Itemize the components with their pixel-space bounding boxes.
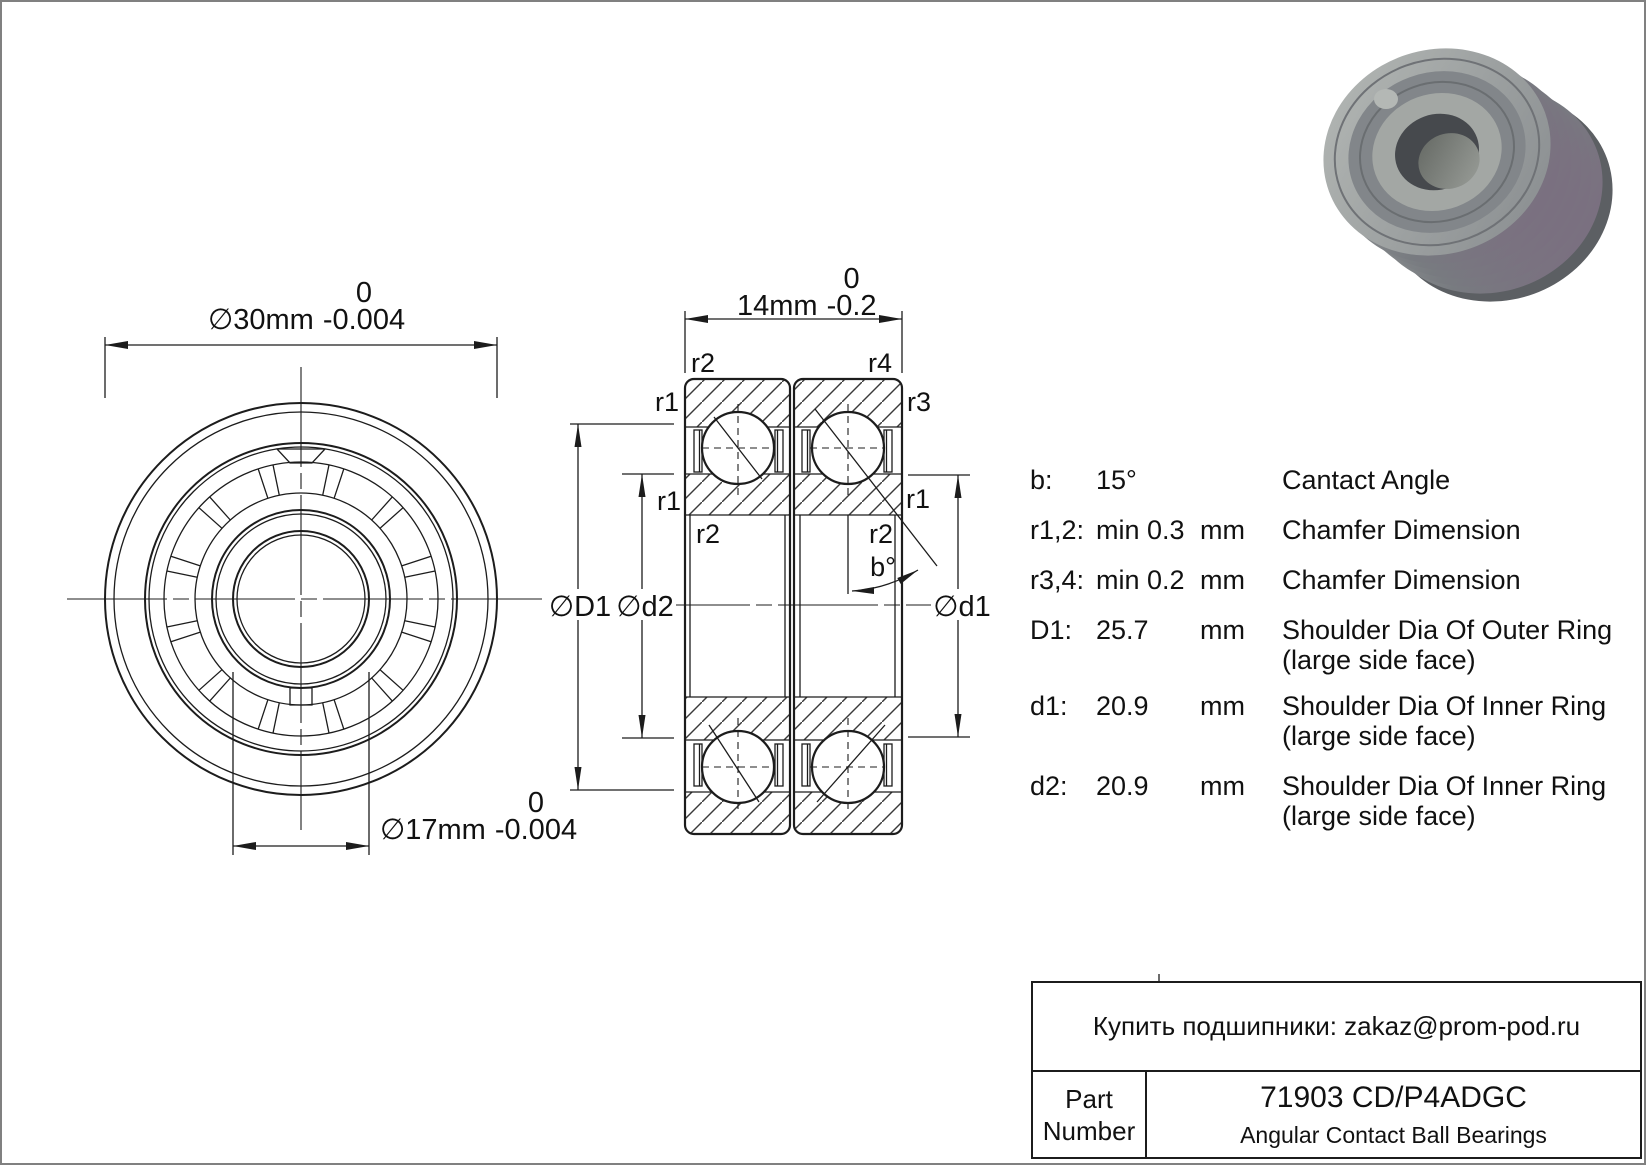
spec-unit: mm [1200,565,1245,595]
front-view [67,337,545,855]
contact-info: Купить подшипники: zakaz@prom-pod.ru [1033,983,1640,1072]
label-r4-top: r4 [867,348,893,378]
tolerance-lower: -0.004 [322,304,406,336]
spec-value: 20.9 [1096,691,1149,721]
spec-label: r1,2: [1030,515,1085,545]
tolerance-lower: -0.2 [826,290,877,322]
bore-diameter-tolerance [494,787,578,846]
spec-row-shoulder-D1 [1030,615,1615,675]
spec-row-chamfer-r12 [1030,515,1615,545]
tolerance-lower: -0.004 [494,814,578,846]
tolerance-upper: 0 [355,277,373,309]
spec-row-shoulder-d1 [1030,691,1615,751]
part-number-label: Part Number [1033,1072,1147,1157]
spec-row-chamfer-r34 [1030,565,1615,595]
spec-value: 25.7 [1096,615,1149,645]
width-value: 14mm [737,290,818,322]
spec-label: d1: [1030,691,1068,721]
label-r1-top-left: r1 [654,387,680,417]
section-view [549,311,994,834]
tolerance-upper: 0 [527,787,545,819]
spec-value: 15° [1096,465,1137,495]
spec-unit: mm [1200,771,1245,801]
label-r3-top-right: r3 [906,387,932,417]
spec-row-contact-angle [1030,465,1615,495]
label-r2-inner-right: r2 [868,519,894,549]
spec-desc: Cantact Angle [1282,465,1451,495]
label-shoulder-inner-right: ∅d1 [933,591,991,623]
label-contact-angle: b° [870,552,896,582]
title-block [1031,981,1642,1159]
bore-diameter-dimension [380,787,578,846]
label-r2-inner-left: r2 [695,519,721,549]
label-r2-top: r2 [690,348,716,378]
render-ball-glint [1374,89,1398,109]
spec-label: d2: [1030,771,1068,801]
outer-diameter-value: ∅30mm [208,304,314,336]
spec-label: D1: [1030,615,1073,645]
label-shoulder-inner-left: ∅d2 [616,591,674,623]
outer-diameter-dimension [208,277,406,336]
bore-diameter-value: ∅17mm [380,814,486,846]
spec-label: r3,4: [1030,565,1085,595]
label-r1-mid-left: r1 [656,486,682,516]
spec-unit [1200,465,1282,495]
tolerance-upper: 0 [843,263,860,295]
spec-label: b: [1030,465,1053,495]
part-number: 71903 CD/P4ADGC [1260,1080,1527,1114]
label-shoulder-outer: ∅D1 [548,591,612,623]
spec-value: min 0.3 [1096,515,1185,545]
part-type: Angular Contact Ball Bearings [1240,1121,1547,1148]
bearing-3d-render [1294,17,1642,333]
spec-unit: mm [1200,515,1245,545]
spec-desc: Chamfer Dimension [1282,565,1521,595]
spec-row-shoulder-d2 [1030,771,1615,831]
width-tolerance [826,263,877,322]
width-dimension [737,263,877,322]
spec-desc: Shoulder Dia Of Inner Ring (large side face) [1282,691,1607,751]
spec-desc: Chamfer Dimension [1282,515,1521,545]
spec-desc: Shoulder Dia Of Outer Ring (large side face) [1282,615,1613,675]
spec-value: 20.9 [1096,771,1149,801]
spec-desc: Shoulder Dia Of Inner Ring (large side face) [1282,771,1607,831]
spec-unit: mm [1200,615,1245,645]
label-r1-mid-right: r1 [905,484,931,514]
spec-value: min 0.2 [1096,565,1185,595]
outer-diameter-tolerance [322,277,406,336]
spec-unit: mm [1200,691,1245,721]
